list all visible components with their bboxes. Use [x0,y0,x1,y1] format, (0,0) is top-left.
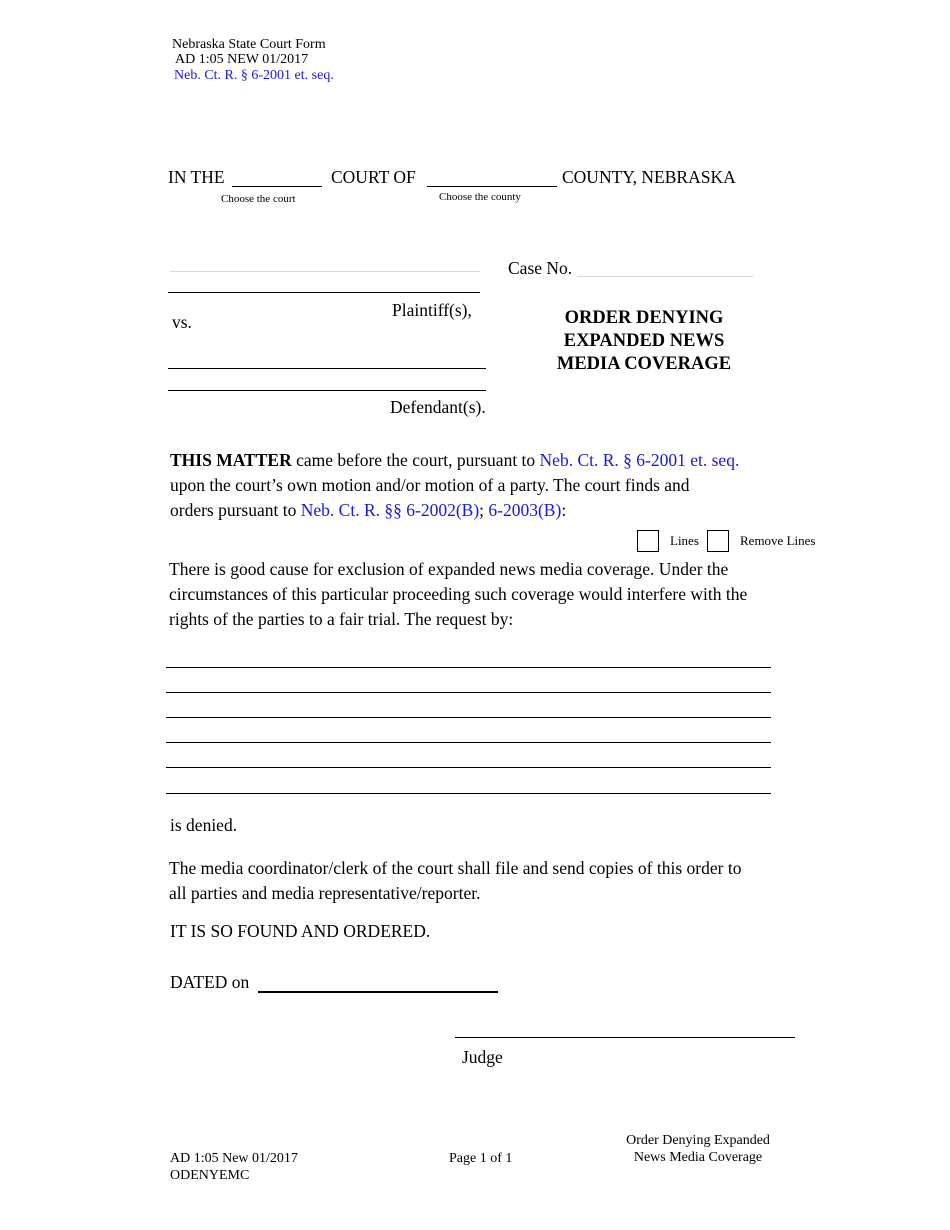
request-line[interactable] [166,717,771,718]
page-number: Page 1 of 1 [449,1151,513,1166]
request-line[interactable] [166,692,771,693]
footer-form-code [170,1150,298,1184]
defendant-name-field[interactable] [168,368,486,369]
rule-6-2002b-link[interactable]: Neb. Ct. R. §§ 6-2002(B) [300,500,480,520]
judge-signature-line[interactable] [455,1037,795,1038]
court-of-label: COURT OF [331,167,416,187]
footer-short-code: ODENYEMC [170,1168,250,1183]
is-denied-text: is denied. [170,815,238,835]
case-no-field[interactable] [577,276,753,277]
request-line[interactable] [166,793,771,794]
rule-6-2001-link[interactable]: Neb. Ct. R. § 6-2001 et. seq. [539,450,740,470]
finding-line3: rights of the parties to a fair trial. The request by: [169,609,514,629]
order-title-line3: MEDIA COVERAGE [556,354,732,374]
defendant-divider [168,390,486,391]
order-title-line2: EXPANDED NEWS [563,331,725,351]
judge-label: Judge [462,1047,503,1067]
copies-paragraph [169,856,741,906]
choose-court-hint[interactable]: Choose the court [221,193,296,205]
remove-lines-label: Remove Lines [740,533,816,548]
plaintiff-divider [168,292,480,293]
rule-reference-link[interactable]: Neb. Ct. R. § 6-2001 et. seq. [174,68,334,83]
court-blank-field[interactable] [232,186,322,187]
vs-label: vs. [172,312,192,332]
lines-checkbox[interactable] [637,530,659,552]
so-ordered-text: IT IS SO FOUND AND ORDERED. [170,921,431,941]
order-title-line1: ORDER DENYING [564,308,724,328]
footer-code: AD 1:05 New 01/2017 [170,1151,298,1166]
this-matter-bold: THIS MATTER [170,450,292,470]
intro-line3 [170,498,810,523]
rule-6-2003b-link[interactable]: 6-2003(B) [488,500,562,520]
finding-paragraph [169,557,809,632]
intro-paragraph [170,448,810,523]
case-no-label: Case No. [508,258,573,278]
footer-form-title [600,1132,796,1166]
plaintiff-label: Plaintiff(s), [392,300,472,320]
finding-line1: There is good cause for exclusion of expanded news media coverage. Under the [169,559,729,579]
lines-label: Lines [670,533,699,548]
intro-line2: upon the court’s own motion and/or motion of a party. The court finds and [170,475,690,495]
intro-text1: came before the court, pursuant to [291,450,540,470]
copies-line1: The media coordinator/clerk of the court shall file and send copies of this order to [169,858,742,878]
copies-line2: all parties and media representative/reporter. [169,883,481,903]
intro-separator: ; [479,500,489,520]
finding-line2: circumstances of this particular proceeding such coverage would interfere with the [169,584,748,604]
request-line[interactable] [166,742,771,743]
in-the-label: IN THE [168,167,225,187]
footer-title-line2: News Media Coverage [633,1150,763,1165]
remove-lines-checkbox[interactable] [707,530,729,552]
date-field[interactable] [258,991,498,993]
request-line[interactable] [166,667,771,668]
intro-colon: : [561,500,567,520]
order-title [530,307,758,376]
county-blank-field[interactable] [427,186,557,187]
county-nebraska-label: COUNTY, NEBRASKA [562,167,736,187]
choose-county-hint[interactable]: Choose the county [439,191,521,203]
plaintiff-name-field[interactable] [170,271,480,272]
dated-on-label: DATED on [170,972,250,992]
intro-text3: orders pursuant to [170,500,301,520]
form-name: Nebraska State Court Form [172,37,326,52]
request-line[interactable] [166,767,771,768]
intro-line1 [170,448,810,473]
footer-title-line1: Order Denying Expanded [626,1133,770,1148]
defendant-label: Defendant(s). [390,397,486,417]
form-code: AD 1:05 NEW 01/2017 [175,52,309,67]
